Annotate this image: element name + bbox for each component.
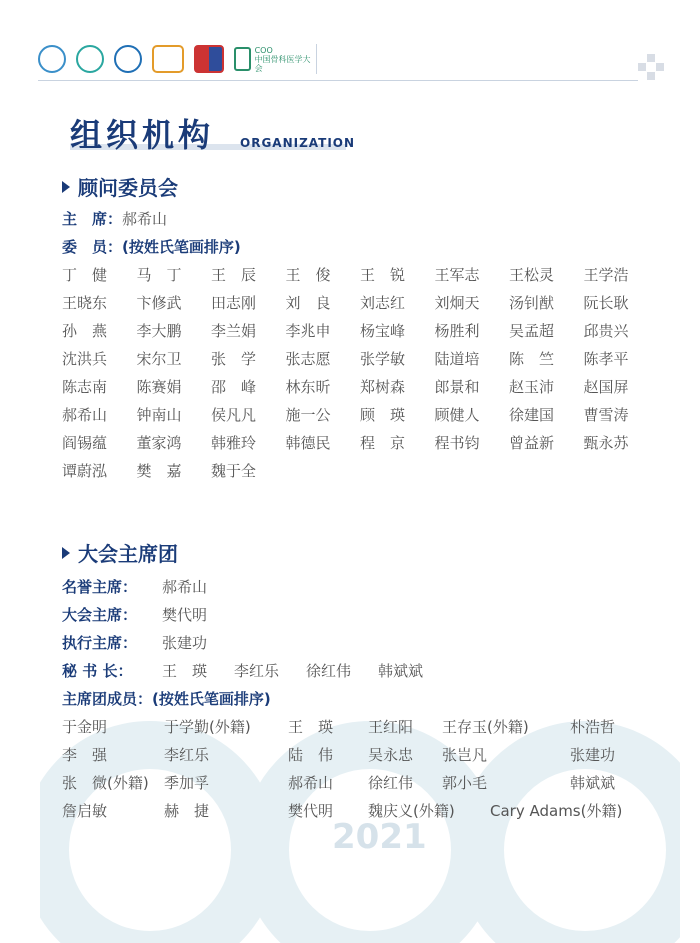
- executive-chair-row: [62, 632, 207, 653]
- secretary-row: [62, 660, 450, 681]
- advisory-chair-label: 主 席：: [62, 210, 123, 228]
- logo-1-icon: [38, 45, 66, 73]
- advisory-member: 程 京: [360, 434, 406, 452]
- presidium-member: 朴浩哲: [570, 718, 616, 736]
- advisory-member: 甄永苏: [583, 434, 629, 452]
- advisory-member: 阮长耿: [583, 294, 629, 312]
- honorary-chair: 郝希山: [162, 578, 208, 596]
- advisory-member: 侯凡凡: [211, 406, 257, 424]
- advisory-member: 邱贵兴: [583, 322, 629, 340]
- congress-chair: 樊代明: [162, 606, 208, 624]
- header-logos: [38, 44, 312, 74]
- honorary-chair-label: 名誉主席：: [62, 578, 138, 596]
- advisory-member: 沈洪兵: [62, 350, 108, 368]
- presidium-member: 李红乐: [164, 746, 210, 764]
- presidium-member: 李 强: [62, 746, 108, 764]
- secretary-name: 李红乐: [234, 662, 280, 680]
- page-title-en: ORGANIZATION: [240, 136, 356, 150]
- advisory-member: 赵国屏: [583, 378, 629, 396]
- presidium-member: 王 瑛: [288, 718, 334, 736]
- coo-logo: [234, 45, 312, 73]
- presidium-member: 韩斌斌: [570, 774, 616, 792]
- chevron-right-icon: [62, 181, 70, 193]
- advisory-member: 谭蔚泓: [62, 462, 108, 480]
- presidium-member: 王红阳: [368, 718, 414, 736]
- presidium-member: 王存玉(外籍): [442, 718, 529, 736]
- advisory-member: 董家鸿: [136, 434, 182, 452]
- advisory-member: 曾益新: [509, 434, 555, 452]
- advisory-member: 王学浩: [583, 266, 629, 284]
- advisory-member: 刘志红: [360, 294, 406, 312]
- presidium-member: Cary Adams(外籍): [490, 802, 623, 820]
- secretary-name: 韩斌斌: [378, 662, 424, 680]
- advisory-member: 程书钧: [434, 434, 480, 452]
- advisory-member: 陈 竺: [509, 350, 555, 368]
- presidium-member: 张岂凡: [442, 746, 488, 764]
- advisory-member: 郑树森: [360, 378, 406, 396]
- coo-logo-text: COO: [254, 45, 273, 55]
- advisory-member: 韩德民: [285, 434, 331, 452]
- advisory-member: 陈志南: [62, 378, 108, 396]
- congress-chair-label: 大会主席：: [62, 606, 138, 624]
- advisory-member: 郎景和: [434, 378, 480, 396]
- page-title: 组织机构: [70, 116, 215, 154]
- presidium-member: 魏庆义(外籍): [368, 802, 455, 820]
- advisory-member: 李兆申: [285, 322, 331, 340]
- pixel-decoration-icon: [638, 54, 664, 80]
- advisory-chair-row: [62, 208, 167, 229]
- advisory-member: 李大鹏: [136, 322, 182, 340]
- presidium-member: 季加孚: [164, 774, 210, 792]
- presidium-member: 徐红伟: [368, 774, 414, 792]
- advisory-member: 王军志: [434, 266, 480, 284]
- advisory-member: 钟南山: [136, 406, 182, 424]
- presidium-member: 张建功: [570, 746, 616, 764]
- secretary-label: 秘 书 长：: [62, 662, 133, 680]
- honorary-chair-row: [62, 576, 207, 597]
- executive-chair-label: 执行主席：: [62, 634, 138, 652]
- advisory-member: 韩雅玲: [211, 434, 257, 452]
- presidium-heading-text: 大会主席团: [78, 542, 178, 566]
- advisory-member: 曹雪涛: [583, 406, 629, 424]
- header-separator: [316, 44, 317, 74]
- presidium-member: 张 微(外籍): [62, 774, 149, 792]
- advisory-member: 王松灵: [509, 266, 555, 284]
- advisory-member: 陈赛娟: [136, 378, 182, 396]
- advisory-heading-text: 顾问委员会: [78, 176, 178, 200]
- coo-logo-subtext: 中国骨科医学大会: [254, 54, 311, 73]
- presidium-member: 郭小毛: [442, 774, 488, 792]
- advisory-member: 赵玉沛: [509, 378, 555, 396]
- advisory-member: 王 锐: [360, 266, 406, 284]
- advisory-member: 汤钊猷: [509, 294, 555, 312]
- secretary-name: 徐红伟: [306, 662, 352, 680]
- advisory-member: 郝希山: [62, 406, 108, 424]
- coo-mark-icon: [234, 47, 251, 71]
- presidium-member: 吴永忠: [368, 746, 414, 764]
- presidium-member: 樊代明: [288, 802, 334, 820]
- advisory-member: 陆道培: [434, 350, 480, 368]
- advisory-member: 田志刚: [211, 294, 257, 312]
- advisory-chair: 郝希山: [122, 210, 168, 228]
- secretary-name: 王 瑛: [162, 662, 208, 680]
- advisory-member: 樊 嘉: [136, 462, 182, 480]
- advisory-member: 张 学: [211, 350, 257, 368]
- presidium-member: 于学勤(外籍): [164, 718, 251, 736]
- advisory-member: 孙 燕: [62, 322, 108, 340]
- advisory-member: 马 丁: [136, 266, 182, 284]
- advisory-member: 李兰娟: [211, 322, 257, 340]
- advisory-member: 王 辰: [211, 266, 257, 284]
- advisory-member: 宋尔卫: [136, 350, 182, 368]
- advisory-member: 王晓东: [62, 294, 108, 312]
- executive-chair: 张建功: [162, 634, 208, 652]
- advisory-member: 阎锡蕴: [62, 434, 108, 452]
- congress-chair-row: [62, 604, 207, 625]
- header-divider: [38, 80, 638, 81]
- advisory-member: 陈孝平: [583, 350, 629, 368]
- advisory-member: 魏于全: [211, 462, 257, 480]
- advisory-members-label: 委 员：(按姓氏笔画排序): [62, 238, 241, 256]
- advisory-member: 丁 健: [62, 266, 108, 284]
- advisory-member: 顾健人: [434, 406, 480, 424]
- presidium-members-label: 主席团成员：(按姓氏笔画排序): [62, 690, 271, 708]
- presidium-members-label-row: [62, 688, 271, 709]
- logo-4-icon: [152, 45, 184, 73]
- advisory-member: 刘炯天: [434, 294, 480, 312]
- advisory-heading: [62, 172, 178, 201]
- advisory-member: 张志愿: [285, 350, 331, 368]
- presidium-member: 于金明: [62, 718, 108, 736]
- advisory-member: 顾 瑛: [360, 406, 406, 424]
- advisory-member: 徐建国: [509, 406, 555, 424]
- logo-3-icon: [114, 45, 142, 73]
- advisory-member: 邵 峰: [211, 378, 257, 396]
- advisory-member: 杨胜利: [434, 322, 480, 340]
- advisory-member: 施一公: [285, 406, 331, 424]
- advisory-member: 刘 良: [285, 294, 331, 312]
- advisory-member: 卞修武: [136, 294, 182, 312]
- advisory-member: 吴孟超: [509, 322, 555, 340]
- watermark-year: 2021: [332, 817, 427, 857]
- presidium-member: 詹启敏: [62, 802, 108, 820]
- advisory-members-label-row: [62, 236, 241, 257]
- presidium-heading: [62, 538, 178, 567]
- advisory-member: 王 俊: [285, 266, 331, 284]
- logo-5-icon: [194, 45, 224, 73]
- presidium-member: 赫 捷: [164, 802, 210, 820]
- logo-2-icon: [76, 45, 104, 73]
- advisory-member: 林东昕: [285, 378, 331, 396]
- chevron-right-icon: [62, 547, 70, 559]
- advisory-member: 张学敏: [360, 350, 406, 368]
- advisory-member: 杨宝峰: [360, 322, 406, 340]
- presidium-member: 郝希山: [288, 774, 334, 792]
- presidium-member: 陆 伟: [288, 746, 334, 764]
